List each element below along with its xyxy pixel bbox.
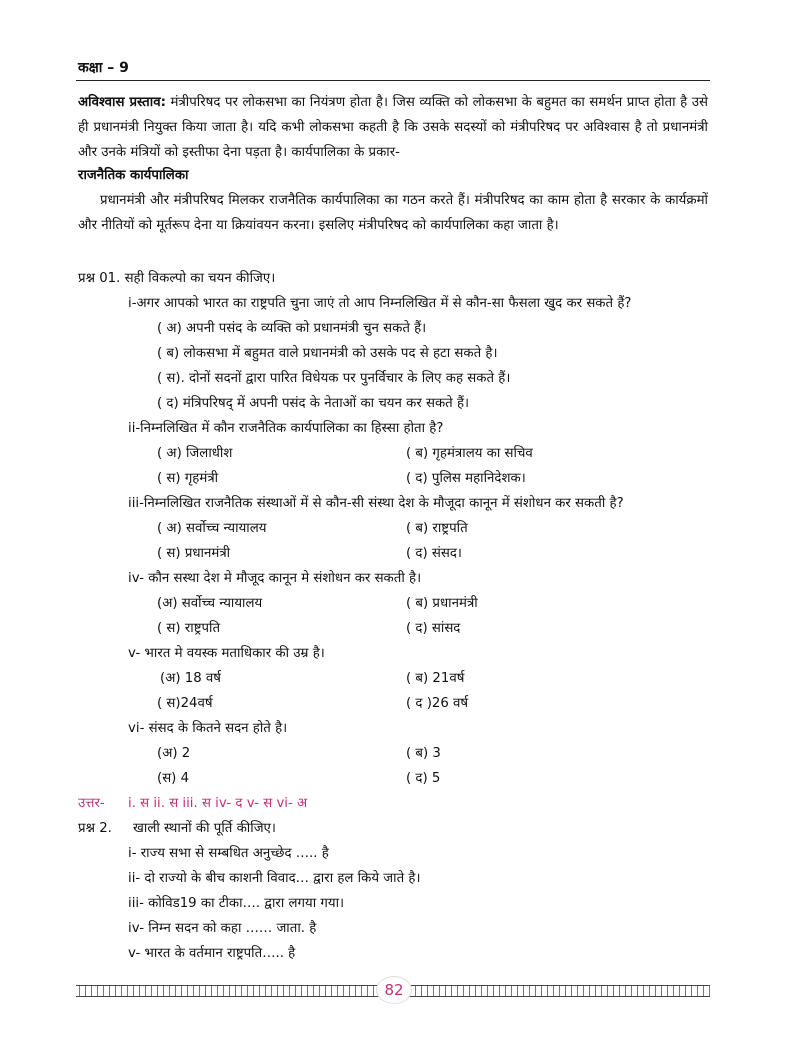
header-rule: [76, 80, 710, 81]
section-heading: राजनैतिक कार्यपालिका: [78, 168, 189, 183]
q1-i-option-a: ( अ) अपनी पसंद के व्यक्ति को प्रधानमंत्री चुन सकते हैं।: [157, 321, 427, 336]
q1-iv-option-c: ( स) राष्ट्रपति: [157, 621, 221, 636]
q1-i-question: i-अगर आपको भारत का राष्ट्रपति चुना जाएं तो आप निम्नलिखित में से कौन-सा फैसला खुद कर सकते हैं?: [128, 296, 632, 311]
q1-v-option-b: ( ब) 21वर्ष: [406, 671, 465, 686]
page-number: 82: [376, 976, 412, 1004]
q1-i-option-d: ( द) मंत्रिपरिषद् में अपनी पसंद के नेताओं का चयन कर सकते हैं।: [157, 396, 470, 411]
class-label: कक्षा – 9: [78, 60, 129, 76]
intro-term: अविश्वास प्रस्ताव:: [78, 95, 166, 110]
q1-iii-option-c: ( स) प्रधानमंत्री: [157, 546, 231, 561]
q1-vi-question: vi- संसद के कितने सदन होते है।: [128, 721, 288, 736]
q1-iii-option-d: ( द) संसद।: [406, 546, 462, 561]
q1-v-question: v- भारत मे वयस्क मताधिकार की उम्र है।: [128, 646, 325, 661]
q1-ii-option-a: ( अ) जिलाधीश: [157, 446, 233, 461]
q1-v-option-c: ( स)24वर्ष: [157, 696, 213, 711]
q1-iv-option-a: (अ) सर्वोच्च न्यायालय: [157, 596, 263, 611]
q1-ii-option-d: ( द) पुलिस महानिदेशक।: [406, 471, 526, 486]
q1-i-option-b: ( ब) लोकसभा में बहुमत वाले प्रधानमंत्री को उसके पद से हटा सकते है।: [157, 346, 498, 361]
section-paragraph: प्रधानमंत्री और मंत्रीपरिषद मिलकर राजनैतिक कार्यपालिका का गठन करते हैं। मंत्रीपरिषद का काम होता है सरकार के कार्यक्रमों और नीतियों को मूर्तरूप देना या क्रियांवयन करना। इसलिए मंत्रीपरिषद को कार्यपालिका कहा जाता है।: [78, 193, 708, 233]
answers-label: उत्तर-: [78, 796, 105, 811]
intro-text: मंत्रीपरिषद पर लोकसभा का नियंत्रण होता है। जिस व्यक्ति को लोकसभा के बहुमत का समर्थन प्राप्त होता है उसे ही प्रधानमंत्री नियुक्त किया जाता है। यदि कभी लोकसभा कहती है कि उसके सदस्यों को मंत्रीपरिषद पर अविश्वास है तो प्रधानमंत्री और उनके मंत्रियों को इस्तीफा देना पड़ता है। कार्यपालिका के प्रकार-: [78, 95, 709, 160]
q2-item-iii: iii- कोविड19 का टीका…. द्वारा लगया गया।: [128, 896, 345, 911]
q1-ii-option-c: ( स) गृहमंत्री: [157, 471, 219, 486]
intro-paragraph: [78, 90, 708, 165]
q1-vi-option-d: ( द) 5: [406, 771, 441, 786]
q1-vi-option-a: (अ) 2: [157, 746, 191, 761]
q2-item-iv: iv- निम्न सदन को कहा …… जाता. है: [128, 921, 317, 936]
q1-vi-option-c: (स) 4: [157, 771, 190, 786]
q1-v-option-a: (अ) 18 वर्ष: [160, 671, 221, 686]
q1-iv-option-b: ( ब) प्रधानमंत्री: [406, 596, 478, 611]
q1-i-option-c: ( स). दोनों सदनों द्वारा पारित विधेयक पर पुनर्विचार के लिए कह सकते हैं।: [157, 371, 511, 386]
q1-iii-question: iii-निम्नलिखित राजनैतिक संस्थाओं में से कौन-सी संस्था देश के मौजूदा कानून में संशोधन कर सकती है?: [128, 496, 624, 511]
q2-item-ii: ii- दो राज्यो के बीच काशनी विवाद… द्वारा हल किये जाते है।: [128, 871, 421, 886]
q2-title: खाली स्थानों की पूर्ति कीजिए।: [133, 821, 276, 836]
q1-ii-option-b: ( ब) गृहमंत्रालय का सचिव: [406, 446, 533, 461]
q2-item-v: v- भारत के वर्तमान राष्ट्रपति….. है: [128, 946, 296, 961]
q1-vi-option-b: ( ब) 3: [406, 746, 441, 761]
q1-label: प्रश्न 01. सही विकल्पो का चयन कीजिए।: [78, 271, 276, 286]
q2-label: प्रश्न 2.: [78, 821, 112, 836]
q1-iv-option-d: ( द) सांसद: [406, 621, 461, 636]
q1-iv-question: iv- कौन सस्था देश मे मौजूद कानून मे संशोधन कर सकती है।: [128, 571, 422, 586]
q2-item-i: i- राज्य सभा से सम्बधित अनुच्छेद ….. है: [128, 846, 329, 861]
q1-iii-option-a: ( अ) सर्वोच्च न्यायालय: [157, 521, 267, 536]
answers-text: i. स ii. स iii. स iv- द v- स vi- अ: [128, 796, 308, 811]
q1-iii-option-b: ( ब) राष्ट्रपति: [406, 521, 468, 536]
q1-v-option-d: ( द )26 वर्ष: [406, 696, 469, 711]
q1-ii-question: ii-निम्नलिखित में कौन राजनैतिक कार्यपालिका का हिस्सा होता है?: [128, 421, 444, 436]
